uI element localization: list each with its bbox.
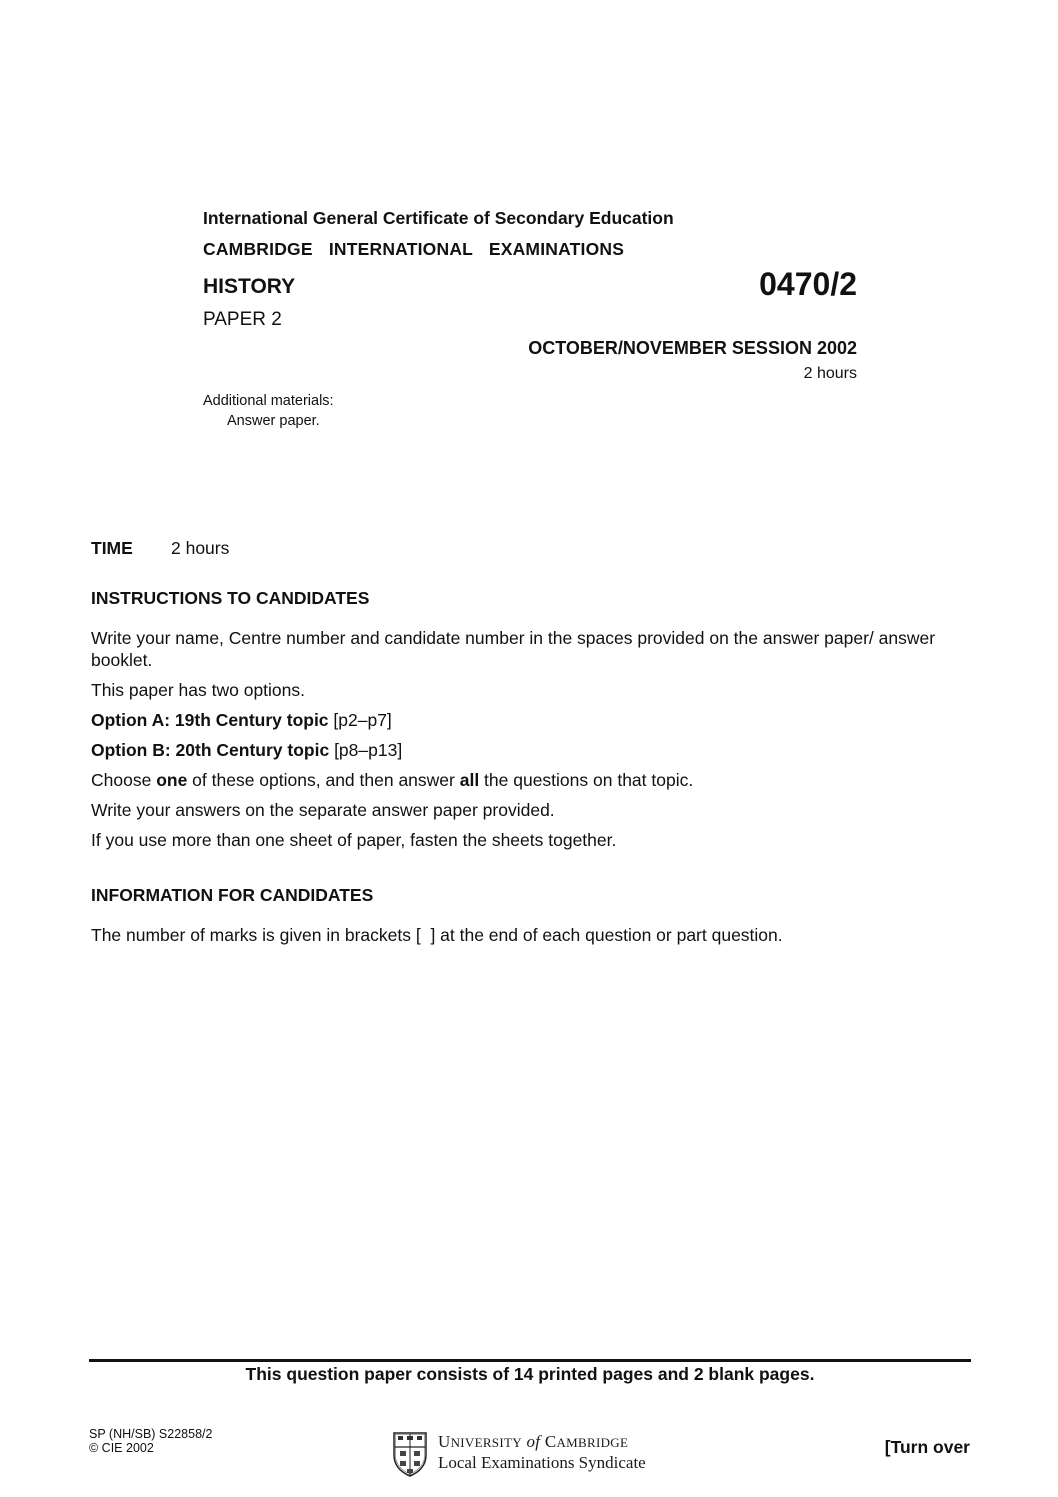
university-name <box>438 1432 646 1452</box>
logo-c: C <box>544 1432 557 1451</box>
paper-number: PAPER 2 <box>203 309 282 330</box>
footer-rule <box>89 1359 971 1362</box>
university-crest-icon <box>392 1431 428 1477</box>
reference-code: SP (NH/SB) S22858/2 <box>89 1427 213 1441</box>
materials-item: Answer paper. <box>227 413 320 429</box>
subject-title: HISTORY <box>203 275 296 298</box>
instruction-line-2: This paper has two options. <box>91 680 306 700</box>
logo-niversity: NIVERSITY <box>450 1435 522 1450</box>
choose-mid: of these options, and then answer <box>187 770 460 790</box>
time-value: 2 hours <box>171 538 230 558</box>
paper-reference <box>89 1427 212 1455</box>
exam-session: OCTOBER/NOVEMBER SESSION 2002 <box>528 338 857 358</box>
choose-pre: Choose <box>91 770 157 790</box>
turn-over: [Turn over <box>884 1437 970 1457</box>
choose-post: the questions on that topic. <box>479 770 694 790</box>
copyright: © CIE 2002 <box>89 1441 154 1455</box>
university-logo-text <box>438 1432 646 1473</box>
time-label: TIME <box>91 538 133 558</box>
additional-materials <box>203 391 334 431</box>
logo-u: U <box>438 1432 451 1451</box>
choose-instruction <box>91 769 981 791</box>
information-line-1: The number of marks is given in brackets [ ] at the end of each question or part question. <box>91 925 783 945</box>
exam-duration: 2 hours <box>803 365 857 382</box>
syndicate-name: Local Examinations Syndicate <box>438 1453 646 1472</box>
choose-all: all <box>459 770 480 790</box>
materials-label: Additional materials: <box>203 393 334 409</box>
paper-code: 0470/2 <box>759 266 857 302</box>
instruction-line-6: If you use more than one sheet of paper, fasten the sheets together. <box>91 830 617 850</box>
instructions-heading: INSTRUCTIONS TO CANDIDATES <box>91 588 370 608</box>
page-count-note: This question paper consists of 14 printed pages and 2 blank pages. <box>245 1364 815 1384</box>
information-heading: INFORMATION FOR CANDIDATES <box>91 885 374 905</box>
choose-one: one <box>156 770 188 790</box>
logo-ambridge: AMBRIDGE <box>556 1435 629 1450</box>
option-b <box>91 739 981 761</box>
time-row <box>91 538 229 559</box>
option-a <box>91 709 981 731</box>
instruction-line-1: Write your name, Centre number and candidate number in the spaces provided on the answer paper/ answer booklet. <box>91 628 936 670</box>
logo-of: of <box>526 1432 541 1451</box>
option-a-pages: [p2–p7] <box>328 710 392 730</box>
instruction-line-5: Write your answers on the separate answer paper provided. <box>91 800 555 820</box>
option-b-title: Option B: 20th Century topic <box>91 740 330 760</box>
option-a-title: Option A: 19th Century topic <box>91 710 329 730</box>
qualification-title: International General Certificate of Secondary Education <box>203 208 674 228</box>
option-b-pages: [p8–p13] <box>329 740 403 760</box>
exam-board: CAMBRIDGE INTERNATIONAL EXAMINATIONS <box>203 239 625 259</box>
